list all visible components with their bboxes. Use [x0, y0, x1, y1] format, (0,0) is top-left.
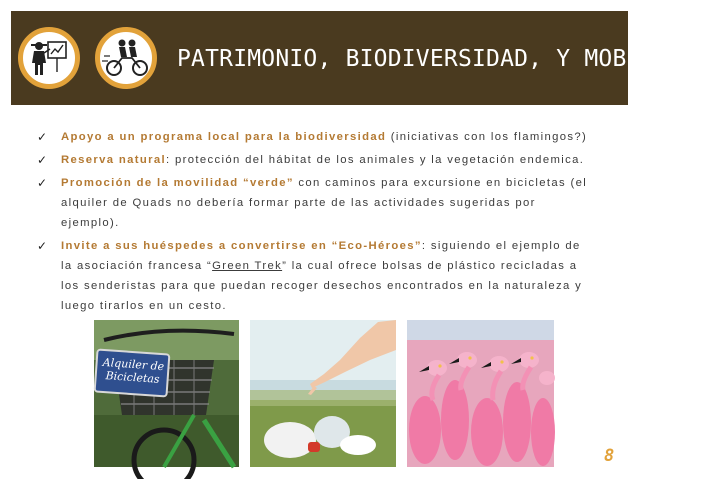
flamingos-photo [407, 320, 554, 467]
bullet-text: (iniciativas con los flamingos?) [386, 131, 588, 143]
list-item [35, 127, 595, 147]
checkmark-icon: ✓ [37, 130, 48, 144]
checkmark-icon: ✓ [37, 153, 48, 167]
list-item [35, 150, 595, 170]
bullet-text: con caminos para excursione en bicicletas (el alquiler de Quads no debería formar parte de las actividades sugeridas por ejemplo). [61, 177, 588, 229]
litter-pickup-photo [250, 320, 396, 467]
green-trek-link[interactable]: Green Trek [212, 260, 283, 272]
bicycle-photo [94, 320, 239, 467]
checkmark-icon: ✓ [37, 176, 48, 190]
bullet-lead: Reserva natural [61, 154, 167, 166]
list-item [35, 173, 595, 233]
header-banner [11, 11, 711, 105]
bullet-lead: Promoción de la movilidad “verde” [61, 177, 294, 189]
list-item [35, 236, 595, 316]
presenter-board-icon [18, 27, 80, 89]
bullet-text: ” la cual ofrece bolsas de plástico recicladas a los senderistas para que puedan recoger desechos encontrados en la naturaleza y luego tirarlos en un cesto. [61, 260, 583, 312]
page-number: 8 [604, 446, 615, 466]
page-title: PATRIMONIO, BIODIVERSIDAD, Y MOBILIDAD [177, 46, 711, 72]
bullet-lead: Apoyo a un programa local para la biodiversidad [61, 131, 387, 143]
bullet-text: : siguiendo el ejemplo de la asociación francesa “ [61, 240, 581, 272]
tandem-bicycle-icon [95, 27, 157, 89]
bullet-lead: Invite a sus huéspedes a convertirse en “Eco-Héroes” [61, 240, 422, 252]
rental-sign-text: Alquiler de Bicicletas [102, 355, 165, 386]
bullet-list [35, 127, 595, 319]
bullet-text: : protección del hábitat de los animales y la vegetación endemica. [166, 154, 585, 166]
checkmark-icon: ✓ [37, 239, 48, 253]
